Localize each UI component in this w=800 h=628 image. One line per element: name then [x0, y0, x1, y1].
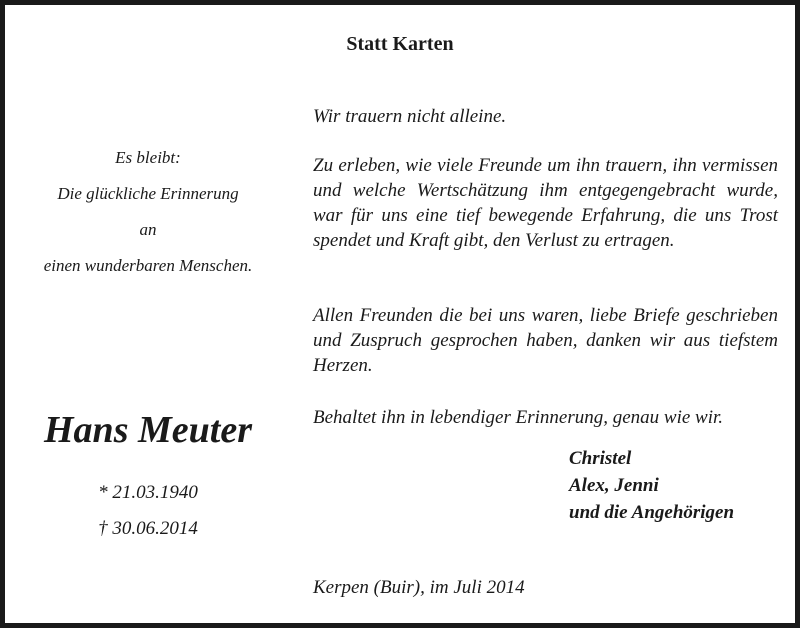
message-paragraph: Wir trauern nicht alleine.	[313, 106, 507, 127]
place-and-date: Kerpen (Buir), im Juli 2014	[313, 577, 525, 598]
memorial-quote	[13, 140, 283, 284]
birth-date: * 21.03.1940	[98, 482, 198, 503]
message-paragraph: Zu erleben, wie viele Freunde um ihn trauern, ihn vermissen und welche Wertschätzung ihm entgegengebracht wurde, war für uns eine tief bewegende Erfahrung, die uns Trost spendet und Kraft gibt, den Verlust zu ertragen.	[313, 155, 778, 251]
quote-line: an	[139, 220, 157, 239]
header-title: Statt Karten	[346, 33, 454, 55]
deceased-name: Hans Meuter	[44, 409, 252, 451]
signature-line: Alex, Jenni	[569, 475, 659, 496]
signature-line: Christel	[569, 448, 632, 469]
quote-line: einen wunderbaren Menschen.	[43, 256, 253, 275]
life-dates	[13, 475, 283, 547]
quote-line: Es bleibt:	[115, 148, 181, 167]
signature-line: und die Angehörigen	[569, 502, 735, 523]
quote-line: Die glückliche Erinnerung	[57, 184, 239, 203]
message-paragraph: Behaltet ihn in lebendiger Erinnerung, genau wie wir.	[313, 407, 724, 428]
message-paragraph: Allen Freunden die bei uns waren, liebe Briefe geschrieben und Zuspruch gesprochen haben, danken wir aus tiefstem Herzen.	[313, 305, 778, 376]
death-date: † 30.06.2014	[98, 518, 198, 539]
signatures	[569, 445, 734, 526]
